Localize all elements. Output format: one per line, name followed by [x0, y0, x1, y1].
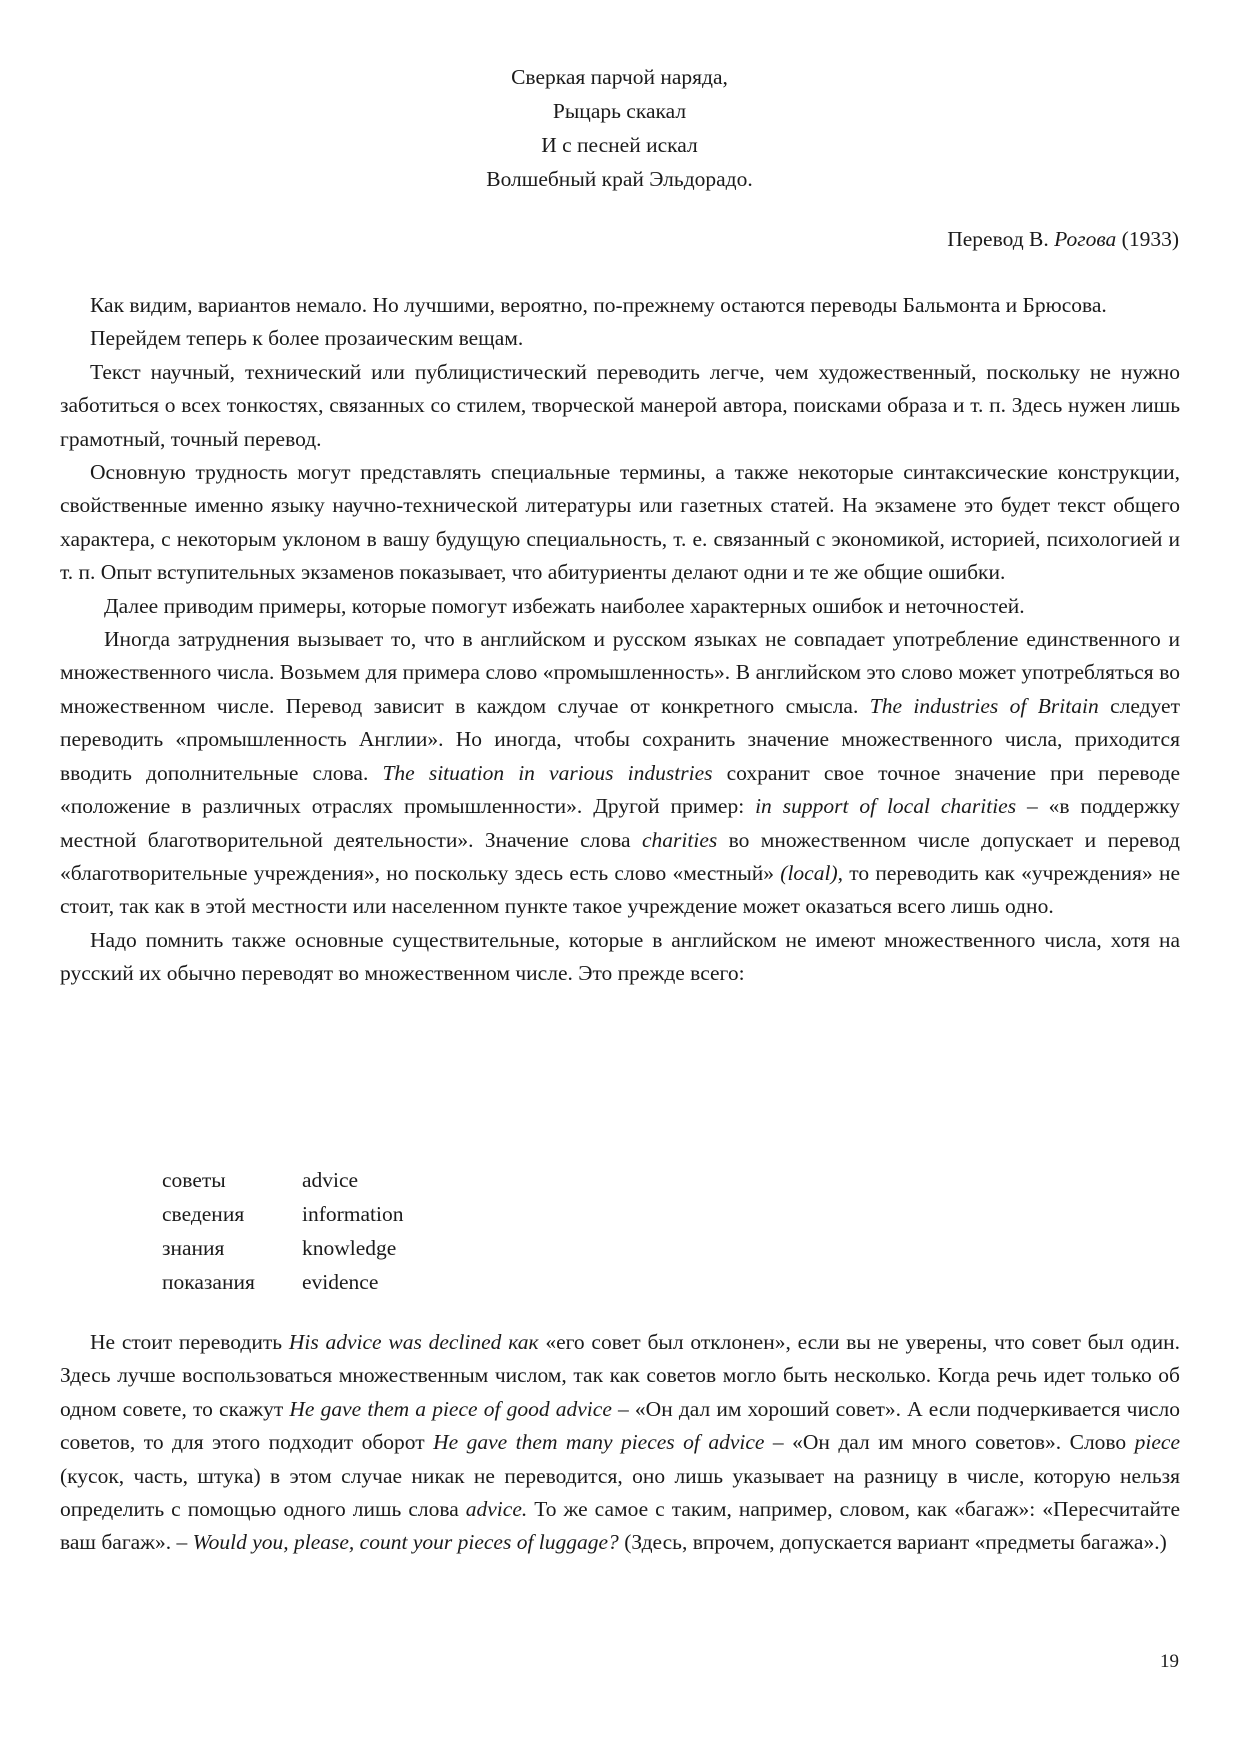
- page-number: 19: [1160, 1651, 1179, 1672]
- poem-line: Рыцарь скакал: [552, 99, 687, 123]
- text-run: (Здесь, впрочем, допускается вариант «предметы багажа».): [618, 1530, 1167, 1555]
- italic-run: Would you, please, count your pieces of luggage?: [192, 1530, 619, 1555]
- paragraph: [60, 1326, 1180, 1560]
- paragraph: [60, 322, 1180, 355]
- vocab-russian: знания: [162, 1236, 225, 1260]
- text-run: Как видим, вариантов немало. Но лучшими, вероятно, по-прежнему остаются переводы Бальмонта и Брюсова.: [90, 293, 1107, 317]
- italic-run: piece: [1134, 1430, 1181, 1455]
- credit-author: Рогова: [1054, 227, 1117, 251]
- credit-year: (1933): [1116, 227, 1179, 251]
- paragraph: [60, 356, 1180, 456]
- italic-run: charities: [641, 827, 718, 852]
- vocab-row: [162, 1231, 404, 1265]
- italic-run: (local),: [780, 860, 843, 885]
- paragraph: [60, 924, 1180, 991]
- text-run: Перейдем теперь к более прозаическим вещам.: [90, 326, 524, 351]
- italic-run: He gave them a piece of good advice: [289, 1396, 612, 1421]
- text-run: (кусок, часть, штука) в этом случае никак не переводится, оно лишь указывает на разницу в числе, которую нельзя определить с помощью одного лишь слова: [60, 1463, 1180, 1522]
- translation-credit: [947, 222, 1179, 256]
- text-run: – «Он дал им много советов». Слово: [764, 1430, 1135, 1455]
- text-run: – «Он дал им хороший совет». А если подчеркивается число советов, то для этого подходит оборот: [60, 1396, 1180, 1455]
- poem-line: И с песней искал: [541, 133, 698, 157]
- vocab-english: information: [302, 1202, 404, 1226]
- text-run: То же самое с таким, например, словом, как «багаж»: «Пересчитайте ваш багаж». –: [60, 1497, 1180, 1555]
- vocab-russian: советы: [162, 1168, 226, 1192]
- text-run: Иногда затруднения вызывает то, что в английском и русском языках не совпадает употребление единственного и множественного числа. Возьмем для примера слово «промышленность». В английском это слово может употребляться во множественном числе. Перевод зависит в каждом случае от конкретного смысла.: [60, 627, 1180, 718]
- text-run: Надо помнить также основные существительные, которые в английском не имеют множественного числа, хотя на русский их обычно переводят во множественном числе. Это прежде всего:: [60, 927, 1180, 986]
- vocab-russian: сведения: [162, 1202, 245, 1226]
- text-run: Текст научный, технический или публицистический переводить легче, чем художественный, поскольку не нужно заботиться о всех тонкостях, связанных со стилем, творческой манерой автора, поисками образа и т. п. Здесь нужен лишь грамотный, точный перевод.: [60, 359, 1180, 451]
- vocab-english: knowledge: [302, 1236, 397, 1260]
- text-run: Далее приводим примеры, которые помогут избежать наиболее характерных ошибок и неточностей.: [104, 593, 1025, 618]
- text-run: во множественном числе допускает и перевод «благотворительные учреждения», но поскольку здесь есть слово «местный»: [60, 827, 1180, 885]
- vocabulary-list: [162, 1163, 404, 1299]
- italic-run: The industries of Britain: [869, 693, 1099, 718]
- italic-run: The situation in various industries: [382, 760, 713, 785]
- vocab-row: [162, 1197, 404, 1231]
- text-run: то переводить как «учреждения» не стоит, так как в этой местности или населенном пункте такое учреждение может оказаться всего лишь одно.: [60, 860, 1180, 919]
- vocab-russian: показания: [162, 1270, 255, 1294]
- poem-stanza: [0, 60, 1239, 196]
- italic-run: He gave them many pieces of advice: [433, 1430, 765, 1455]
- text-run: Основную трудность могут представлять специальные термины, а также некоторые синтаксические конструкции, свойственные именно языку научно-технической литературы или газетных статей. На экзамене это будет текст общего характера, с некоторым уклоном в вашу будущую специальность, т. е. связанный с экономикой, историей, психологией и т. п. Опыт вступительных экзаменов показывает, что абитуриенты делают одни и те же общие ошибки.: [60, 460, 1180, 585]
- text-run: следует переводить «промышленность Англии». Но иногда, чтобы сохранить значение множественного числа, приходится вводить дополнительные слова.: [60, 693, 1180, 785]
- paragraph: [60, 590, 1180, 623]
- italic-run: advice.: [465, 1497, 528, 1522]
- poem-line: Волшебный край Эльдорадо.: [486, 167, 753, 191]
- vocab-row: [162, 1163, 404, 1197]
- paragraph: [60, 456, 1180, 590]
- text-run: «его совет был отклонен», если вы не уверены, что совет был один. Здесь лучше воспользоваться множественным числом, так как советов могло быть несколько. Когда речь идет только об одном совете, то скажут: [60, 1330, 1180, 1421]
- vocab-english: advice: [302, 1168, 359, 1192]
- body-text-continued: [60, 1326, 1180, 1560]
- paragraph: [60, 623, 1180, 924]
- poem-line: Сверкая парчой наряда,: [511, 65, 728, 89]
- italic-run: His advice was declined как: [288, 1330, 539, 1354]
- text-run: сохранит свое точное значение при переводе «положение в различных отраслях промышленности». Другой пример:: [60, 760, 1180, 819]
- text-run: – «в поддержку местной благотворительной деятельности». Значение слова: [60, 794, 1180, 852]
- vocab-row: [162, 1265, 404, 1299]
- body-text: [60, 289, 1180, 991]
- italic-run: in support of local charities: [755, 794, 1017, 819]
- text-run: Не стоит переводить: [90, 1330, 289, 1354]
- credit-prefix: Перевод В.: [947, 227, 1055, 251]
- vocab-english: evidence: [302, 1270, 379, 1294]
- paragraph: [60, 289, 1180, 322]
